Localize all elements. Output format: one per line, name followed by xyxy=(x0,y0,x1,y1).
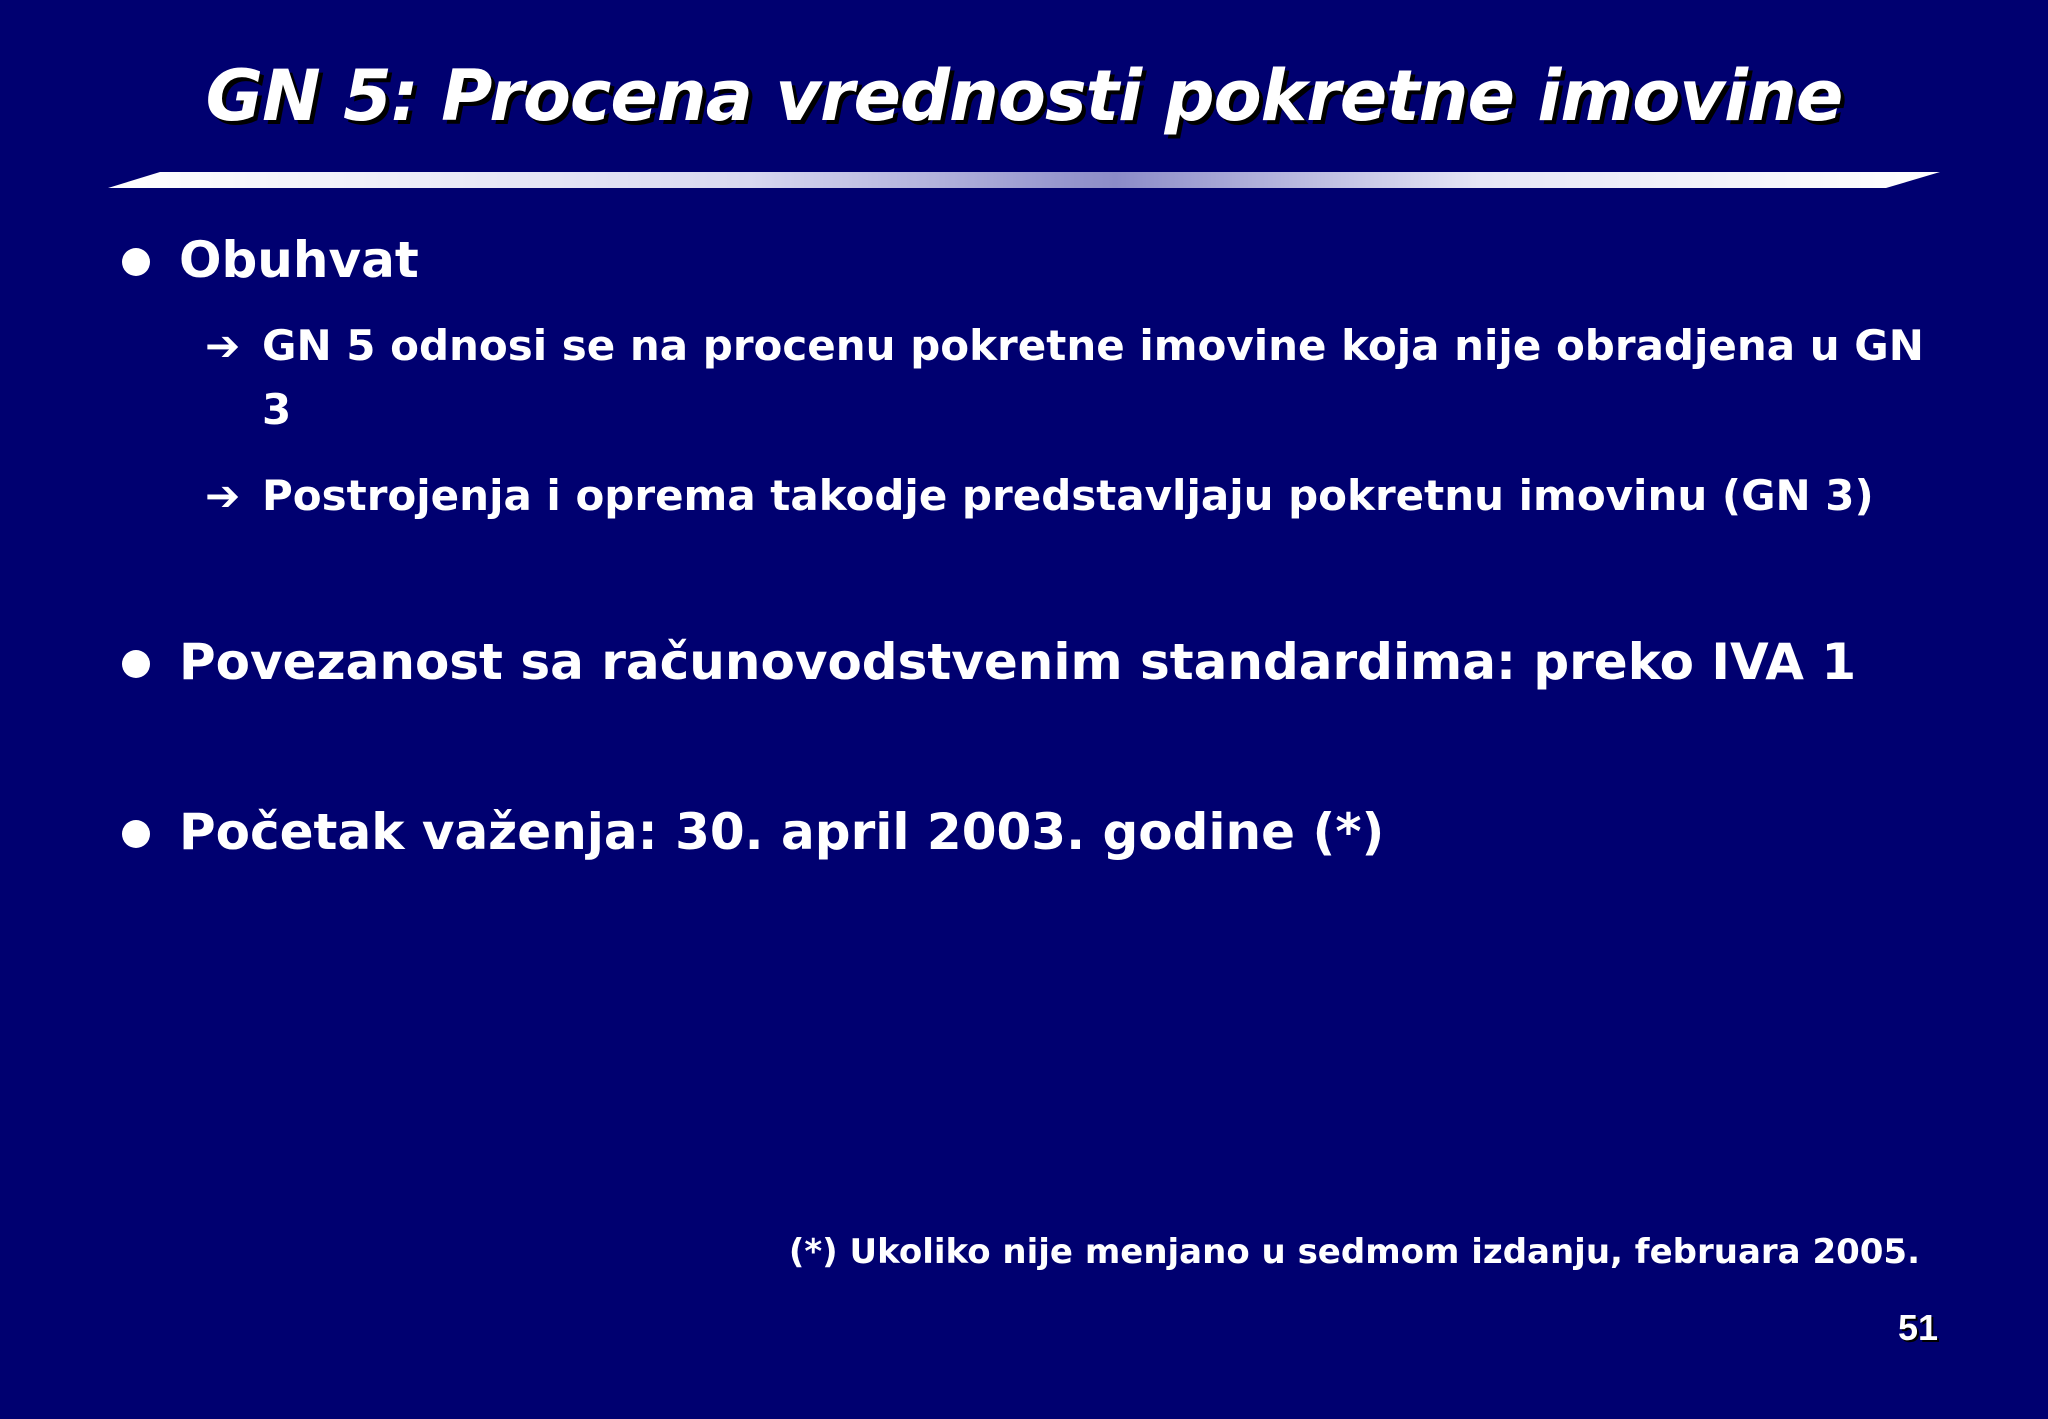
sub-bullet-text: Postrojenja i oprema takodje predstavljaju pokretnu imovinu (GN 3) xyxy=(262,471,1874,520)
page-number: 51 xyxy=(1897,1307,1938,1348)
footnote: (*) Ukoliko nije menjano u sedmom izdanju, februara 2005. xyxy=(788,1232,1920,1272)
right-arrow-icon: ➔ xyxy=(205,471,241,520)
right-arrow-icon: ➔ xyxy=(205,321,241,370)
sub-bullet-text: GN 5 odnosi se na procenu pokretne imovine koja nije obradjena u GN 3 xyxy=(262,321,1924,434)
title-divider xyxy=(108,172,1940,188)
slide-title: GN 5: Procena vrednosti pokretne imovine xyxy=(205,55,1843,137)
bullet-text: Početak važenja: 30. april 2003. godine (*) xyxy=(179,803,1385,861)
bullet-icon xyxy=(122,248,150,276)
bullet-icon xyxy=(122,650,150,678)
bullet-icon xyxy=(122,820,150,848)
bullet-text: Obuhvat xyxy=(179,231,419,289)
bullet-text: Povezanost sa računovodstvenim standardima: preko IVA 1 xyxy=(179,633,1857,691)
